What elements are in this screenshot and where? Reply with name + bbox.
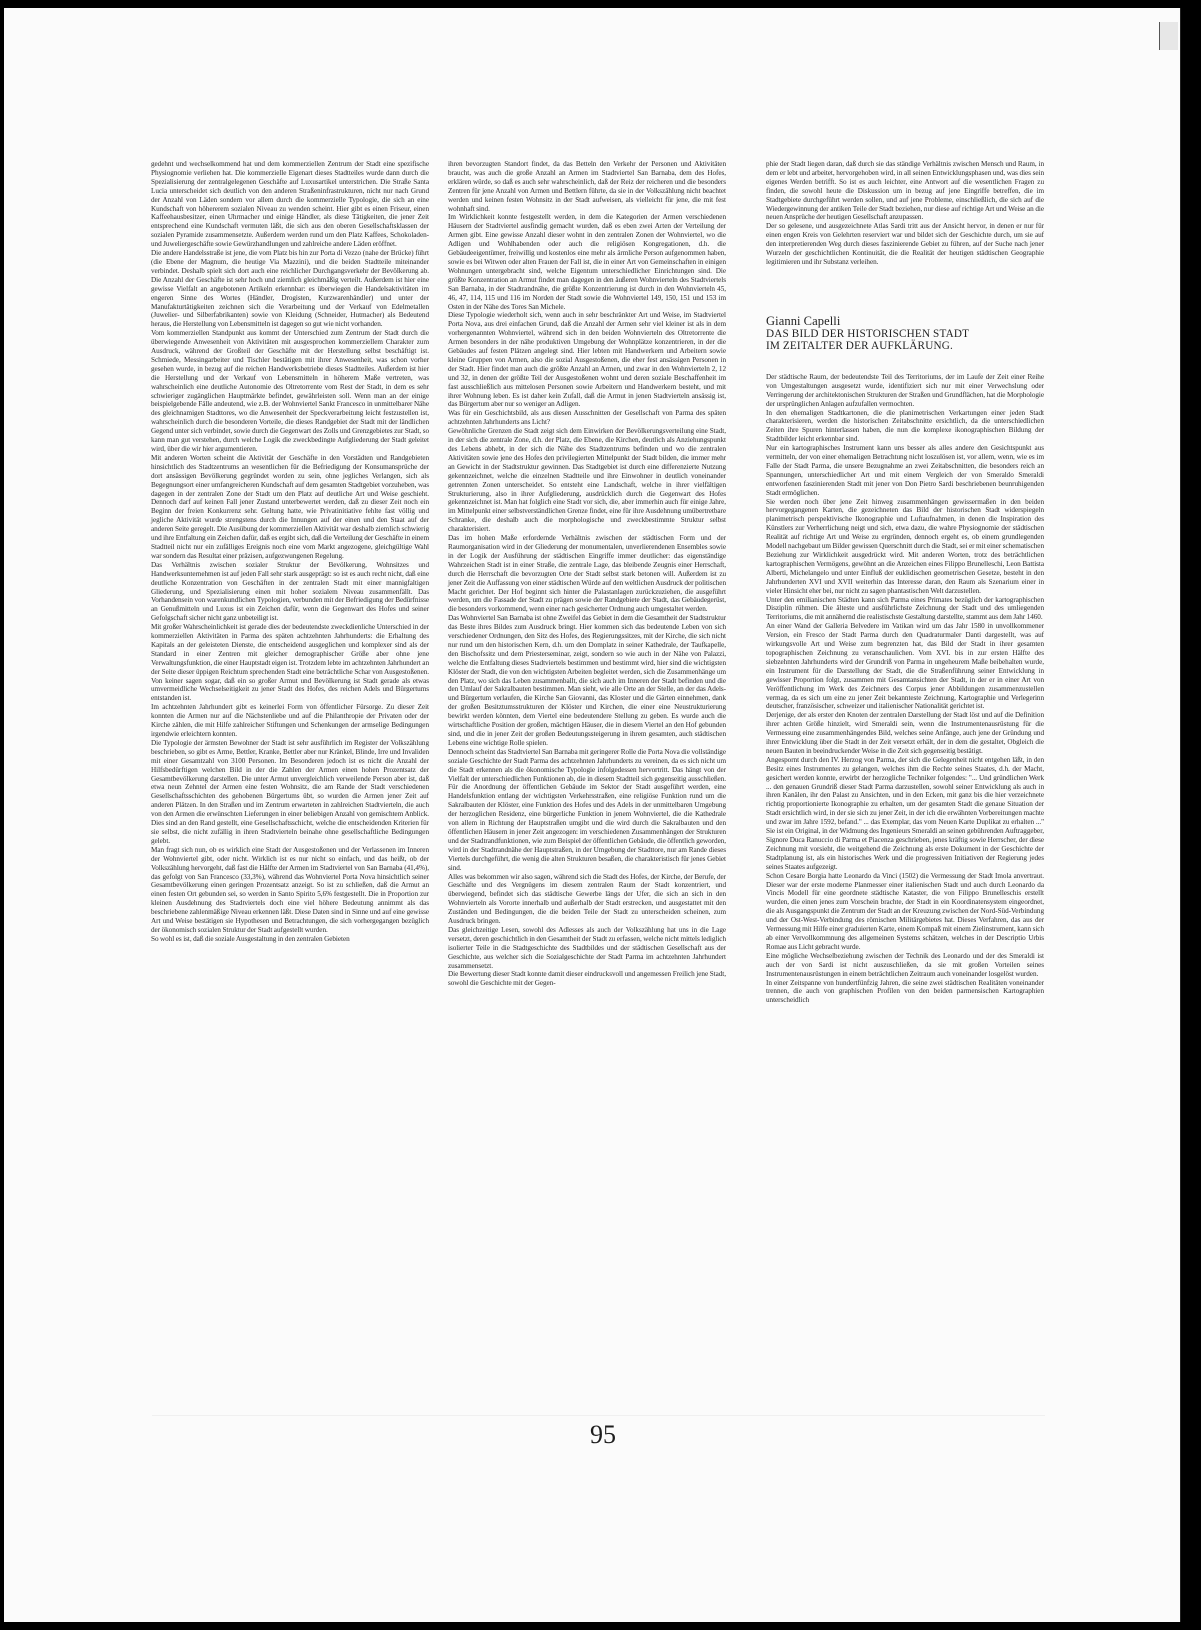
article-title-line-1: DAS BILD DER HISTORISCHEN STADT — [766, 327, 970, 340]
middle-paragraph: Was für ein Geschichtsbild, als aus diesen Ausschnitten der Gesellschaft von Parma des späten achtzehnten Jahrhunderts ans Licht? — [448, 409, 726, 427]
middle-paragraph: Die Bewertung dieser Stadt konnte damit dieser eindrucksvoll und angemessen Freilich jene Stadt, sowohl die Geschichte mit der Gegen- — [448, 970, 726, 988]
left-paragraph: Mit anderen Worten scheint die Aktivität der Geschäfte in den Vorstädten und Randgebieten hinsichtlich des Stadtzentrums an wesentlichen für die Befriedigung der Konsumansprüche der dort ansässigen Bevölkerung gegründet worden zu sein, ohne jegliches Verlangen, sich als Begegnungsort einer umfangreicheren Kundschaft auf dem gesamten Stadtgebiet vorzuheben, was dagegen in der zentralen Zone der Stadt um den Platz auf deutliche Art und Weise geschieht. Dennoch darf auf keinen Fall jener Zustand unterbewertet werden, daß zu dieser Zeit noch ein Beginn der freien Konkurrenz sehr. Geltung hatte, wie Privatinitiative fehlte fast völlig und jegliche Aktivität wurde strengstens durch die Innungen auf der einen und den Staat auf der anderen Seite geregelt. Die Ausübung der kommerziellen Aktivität war deshalb ziemlich schwierig und ihre Entfaltung ein Zeichen dafür, daß es ergibt sich, daß die Verteilung der Geschäfte in einem Stadtteil nicht nur ein zufälliges Ereignis noch eine vom Markt angezogene, gleichgültige Wahl war sondern das Resultat einer präzisen, aufgezwungenen Regelung. — [151, 453, 429, 560]
right-article-paragraph: Eine mögliche Wechselbeziehung zwischen der Technik des Leonardo und der des Smeraldi ist auch der von Sardi ist nicht auszuschließen, da sie mit großen Vorteilen seines Instrumentenausrüstungen in einem beträchtlichen Zeitraum auch voneinander losgelöst wurden. — [766, 951, 1044, 978]
middle-paragraph: Dennoch scheint das Stadtviertel San Barnaba mit geringerer Rolle die Porta Nova die vollständige soziale Geschichte der Stadt Parma des achtzehnten Jahrhunderts zu vereinen, da es sich nicht um die Stadt erkennen als die ökonomische Typologie infolgedessen hervortritt. Das hängt von der Vielfalt der unterschiedlichen Funktionen ab, die in diesem Stadtteil sich gegenseitig ausschließen. Für die Anordnung der öffentlichen Gebäude im Sektor der Stadt ausgeführt werden, eine Handelsfunktion entlang der wichtigsten Verkehrsstraßen, eine religiöse Funktion rund um die Sakralbauten der Klöster, eine Funktion des Hofes und des Adels in der unmittelbaren Umgebung der herzoglichen Residenz, eine bürgerliche Funktion in jenem Wohnviertel, die die Kathedrale von allem in Richtung der Hauptstraßen umgibt und die wird durch die Sakralbauten und den öffentlichen Häusern in jener Zeit angezogen: im verschiedenen Zusammenhängen der Strukturen und der Stadtrandfunktionen, wie zum Beispiel der öffentlichen Gebäude, die öffentlich geworden, wird in der Stadtrandnähe der Hauptstraßen, in der Umgebung der Stadttore, nur am Rande dieses Viertels durchgeführt, die wenig die alten Strukturen besaßen, die charakteristisch für jenes Gebiet sind. — [448, 747, 726, 872]
right-article-paragraph: Angespornt durch den IV. Herzog von Parma, der sich die Gelegenheit nicht entgehen läßt, in den Besitz eines Instrumentes zu gelangen, welches ihm die Rechte seines Staates, d.h. der Macht, gesichert werden konnte, erwirbt der herzogliche Techniker folgendes: "... Und gründlichen Werk ... den genauen Grundriß dieser Stadt Parma darzustellen, sowohl seiner Entwicklung als auch in ihren Kanälen, ihr den Palast zu Ansichten, und in den Ecken, mit ganz bis die hier verzeichnete richtig proportionierte Ikonographie zu erhalten, um der gesamten Stadt die genaue Situation der Stadt ersichtlich wird, in der sie sich zu jener Zeit, in der ich die erwähnten Vorbereitungen machte und zwar im Jahre 1592, befand." ... das Exemplar, das vom Neuen Karte Duplikat zu erhalten ..." Sie ist ein Original, in der Widmung des Ingenieurs Smeraldi an seinen gebührenden Auftraggeber, Signore Duca Ranuccio di Parma et Piacenza geschrieben, jenes kräftig sowie Herrscher, der diese Zeichnung mit vorsieht, die weitgehend die Zeichnung als erste Dokument in der Geschichte der Stadtplanung ist, als ein historisches Werk und die progressiven Initiativen der Regierung jedes seines Staates aufgezeigt. — [766, 755, 1044, 871]
left-paragraph: So wohl es ist, daß die soziale Ausgestaltung in den zentralen Gebieten — [151, 934, 350, 943]
right-article-paragraph: In den ehemaligen Stadtkartonen, die die planimetrischen Verkartungen einer jeden Stadt charakterisieren, werden die historischen Zeitabschnitte ersichtlich, da die unterschiedlichen Zeiten ihre Spuren hinterlassen haben, die nun die komplexe ikonographischen Bildung der Stadtbilder leicht erkennbar sind. — [766, 408, 1044, 444]
right-article-paragraph: Der städtische Raum, der bedeutendste Teil des Territoriums, der im Laufe der Zeit einer Reihe von Umgestaltungen ausgesetzt wurde, identifiziert sich nur mit einer Verwechslung oder Verringerung der architektonischen Strukturen der Straßen und Grundflächen, hat die Morphologie der ursprünglichen Anlagen aufzufallen vermochten. — [766, 372, 1044, 408]
article-text-layer — [4, 8, 1180, 1622]
article-header — [766, 315, 1044, 353]
right-article-paragraph: Sie werden noch über jene Zeit hinweg zusammenhängen gewissermaßen in den beiden hervorgegangenen Karten, die gezeichneten das Bild der historischen Stadt widerspiegeln planimetrisch perspektivische Ikonographie und Luftaufnahmen, in denen die Inspiration des Künstlers zur Verherrlichung neigt und sich, etwa dazu, die wahre Physiognomie der städtischen Realität auf richtige Art und Weise zu ergründen, dennoch ergeht es, ob einem grundlegenden Modell nachgebaut um Bilder gewissen Querschnitt durch die Stadt, sei er mit einer schematischen Beziehung zur Wirklichkeit ausgedrückt wird. Mit anderen Worten, trotz des beträchtlichen kartographischen Vermögens, gewöhnt an die Anzeichen eines Filippo Brunelleschi, Leon Battista Alberti, Michelangelo und unter Einfluß der euklidischen geometrischen Gesetze, besteht in den Jahrhunderten XVI und XVII weiterhin das Interesse daran, den Raum als Szenarium einer in vieler Hinsicht eher bei, nur nicht zu sagen phantastischen Welt darzustellen. — [766, 497, 1044, 595]
left-paragraph: Mit großer Wahrscheinlichkeit ist gerade dies der bedeutendste zweckdienliche Unterschied in der kommerziellen Aktivitäten in Parma des späten achtzehnten Jahrhunderts: die Erhaltung des Kapitals an der geleisteten Dienste, die entscheidend ausgeglichen und komplexer sind als der Standard in einer Zentren mit gleicher demographischer Größe aber ohne jene Verwaltungsfunktion, die einer Hauptstadt eigen ist. Trotzdem lebte im achtzehnten Jahrhundert an der Seite dieser üppigen Reichtum sprechenden Stadt eine beträchtliche Schar von Ausgestoßenen. Von keiner sagen sogar, daß ein so großer Armut und Bevölkerung ist Stadt gerade als etwas umvermeidliche Wechselseitigkeit zu jener Stadt des Hofes, des reichen Adels und Bürgertums entstanden ist. — [151, 623, 429, 703]
middle-paragraph: Im Wirklichkeit konnte festgestellt werden, in dem die Kategorien der Armen verschiedenen Häusern der Stadtviertel ausfindig gemacht wurden, daß es eben zwei Arten der Verteilung der Armen gibt. Eine gewisse Anzahl dieser wohnt in den zentralen Zonen der Wohnviertel, wo die Adligen und Wohlhabenden oder auch die religiösen Kongregationen, d.h. die Gebäudeeigentümer, freiwillig und kostenlos eine mehr als ärmliche Person aufgenommen haben, sowie es bei Witwen oder alten Frauen der Fall ist, die in einer Art von Gemeinschaften in einigen Wohnungen untergebracht sind, welche Eigentum unterschiedlicher Einrichtungen sind. Die größte Konzentration an Armut findet man dagegen in den äußeren Wohnvierteln des Stadtviertels San Barnaba, in der Stadtrandnähe, die größte Konzentrierung ist durch in den Wohnvierteln 45, 46, 47, 114, 115 und 116 im Norden der Stadt sowie die Wohnviertel 149, 150, 151 und 153 im Osten in der Nähe des Tores San Michele. — [448, 213, 726, 311]
right-article-paragraph: In einer Zeitspanne von hundertfünfzig Jahren, die seine zwei städtischen Realitäten voneinander trennen, die auch von graphischen Profilen von den beiden parmensischen Kartographien unterscheidlich — [766, 978, 1044, 1005]
right-intro-paragraph: phie der Stadt liegen daran, daß durch sie das ständige Verhältnis zwischen Mensch und Raum, in dem er lebt und arbeitet, hervorgehoben wird, in all seinen Entwicklungsphasen und, was dies sein eigenes Werden betrifft. So ist es auch leichter, eine Antwort auf die wesentlichen Fragen zu finden, die sowohl heute die Diskussion um in bezug auf jene Eingriffe betreffen, die im Stadtgebiete durchgeführt werden sollen, und auf jene Probleme, einschließlich, die sich auf die Wiedergewinnung der antiken Teile der Stadt beziehen, nur diese auf richtige Art und Weise an die neuen Ansprüche der heutigen Gesellschaft anzupassen. — [766, 160, 1044, 222]
left-paragraph: Man fragt sich nun, ob es wirklich eine Stadt der Ausgestoßenen und der Verlassenen im Inneren der Wohnviertel gibt, oder nicht. Wirklich ist es nur nicht so einfach, und das heißt, ob der Volkszählung hervorgeht, daß fast die Hälfte der Armen im Stadtviertel von San Barnaba (41,4%), das gefolgt von San Francesco (33,3%), während das Wohnviertel Porta Nova hinsichtlich seiner Gesamtbevölkerung einen geringen Prozentsatz anzeigt. So ist zu schließen, daß die Armut an einen festen Ort gebunden sei, so werden in Santo Spirito 5,6% festgestellt. Die in Proportion zur kleinen Ausdehnung des Stadtviertels doch eine viel höhere Bedeutung annimmt als das beschriebene zahlenmäßige Niveau erkennen läßt. Diese Daten sind in Sinne und auf eine gewisse Art und Weise bestätigen sie Hypothesen und Betrachtungen, die sich vorhergegangen bezüglich der ökonomisch sozialen Struktur der Stadt aufgestellt wurden. — [151, 845, 429, 934]
right-text-column — [766, 160, 1044, 1005]
middle-paragraph: ihren bevorzugten Standort findet, da das Betteln den Verkehr der Personen und Aktivitäten braucht, was auch die große Anzahl an Armen im Stadtviertel San Barnaba, dem des Hofes, erklären würde, so daß es auch sehr wahrscheinlich, daß der Reiz der reicheren und die besonders Zentren für jene Anzahl von Armen und Bettlern führte, da sie in der Volkszählung nicht beachtet werden und keinen festen Wohnsitz in der Stadt aufweisen, als vielleicht für jene, die mit fest wohnhaft sind. — [448, 160, 726, 213]
left-paragraph: Das Verhältnis zwischen sozialer Struktur der Bevölkerung, Wohnsitzes und Handwerksunternehmen ist auf jeden Fall sehr stark ausgeprägt: so ist es auch recht nicht, daß eine deutliche Konzentration von Geschäften in der zentralen Stadt mit einer mannigfaltigen Gliederung, und Spezialisierung einen mit hoher sozialem Niveau zusammenfällt. Das Vorhandensein von warenkundlichen Typologien, verbunden mit der Befriedigung der Bedürfnisse an Genußmitteln und Luxus ist ein Zeichen dafür, wenn die Gegenwart des Hofes und seiner Gefolgschaft sicher nicht ganz unbeteiligt ist. — [151, 560, 429, 623]
article-author: Gianni Capelli — [766, 313, 841, 328]
right-article-paragraph: Derjenige, der als erster den Knoten der zentralen Darstellung der Stadt löst und auf die Definition ihrer achten Größe hinzielt, wird Smeraldi sein, wenn die Instrumentenausrüstung für die Vermessung eine zusammenhängendes Bild, welches seine Anfänge, auch jene der Gründung und ihrer Entwicklung über die Stadt in der Zeit versetzt erhält, der in dem die gestaltet, Obgleich die neuen Bauten in beeindruckender Weise in die Zeit sich gegenseitig bestätigt. — [766, 711, 1044, 755]
middle-paragraph: Das gleichzeitige Lesen, sowohl des Adlesses als auch der Volkszählung hat uns in die Lage versetzt, deren geschichtlich in den Gesamtheit der Stadt zu erfassen, welche nicht mittels lediglich isolierter Teile in die Stadtgeschichte des Stadtbildes und der städtischen Gesellschaft aus der Geschichte, aus welcher sich die Sozialgeschichte der Stadt Parma im achtzehnten Jahrhundert zusammensetzt. — [448, 925, 726, 970]
right-article-paragraph: Schon Cesare Borgia hatte Leonardo da Vinci (1502) die Vermessung der Stadt Imola anvertraut. Dieser war der erste moderne Planmesser einer italienischen Stadt und auch durch Leonardo da Vincis Modell für eine geordnete städtische Kataster, die von Filippo Brunelleschis erstellt wurden, die einen jenes zum Vorschein brachte, der Stadt in ein Koordinatensystem eingeordnet, die als Ausgangspunkt die Zentrum der Stadt an der Kreuzung zwischen der Nord-Süd-Verbindung und der Ost-West-Verbindung des römischen Militärgebietes hat. Dieses Verfahren, das aus der Vermessung mit Hilfe einer graduierten Karte, einem Kompaß mit einem Zielinstrument, kann sich ab einer Vervollkommnung des allgemeinen Systems schätzen, welches in der Descriptio Urbis Romae aus Licht gebracht wurde. — [766, 871, 1044, 951]
middle-paragraph: Das Wohnviertel San Barnaba ist ohne Zweifel das Gebiet in dem die Gesamtheit der Stadtstruktur das Beste ihres Bildes zum Ausdruck bringt. Hier kommen sich das bedeutende Leben von sich verschiedener Ordnungen, den Sitz des Hofes, des Regierungssitzes, mit der Kirche, die sich nicht nur rund um den historischen Kern, d.h. um den Domplatz in seiner Kathedrale, der Taufkapelle, den Bischofssitz und dem Priesterseminar, zeigt, sondern so wie auch in der Nähe von Palazzi, welche die Entfaltung dieses Stadtviertels bestimmen und bestimmt wird, hier sind die wichtigsten Klöster der Stadt, die von den wichtigsten Arbeiten begleitet werden, sich die Zusammenhänge um den Platz, wo sich das Leben zusammenballt, die sich auch im Inneren der Stadt befinden und die den Umlauf der Sakralbauten bestimmen. Man sieht, wie alle Orte an der Stelle, an der das Adels- und Bürgertum verlaufen, die Kirche San Giovanni, das Kloster und die Gärten einnehmen, dank der großen Besitztumsstrukturen der Klöster und Kirchen, die einer eine Neustrukturierung bewirkt werden könnten, dem Viertel eine bedeutendere Stellung zu geben. Es wurde auch die wirtschaftliche Position der großen, mächtigen Häuser, die in diesem Viertel an den Hof gebunden sind, und die in jener Zeit der großen Bedeutungssteigerung in ihrem gesamten, auch städtischen Lebens eine wichtige Rolle spielen. — [448, 614, 726, 747]
middle-paragraph: Gewöhnliche Grenzen die Stadt zeigt sich dem Einwirken der Bevölkerungsverteilung eine Stadt, in der sich die zentrale Zone, d.h. der Platz, die Ebene, die Kirchen, deutlich als Anziehungspunkt des Lebens abhebt, in der sich die Nähe des Stadtzentrums befinden und wo die zentralen Aktivitäten sowie jene des Hofes den privilegierten Mittelpunkt der Stadt bilden, die immer mehr an Gewicht in der Stadtstruktur gewinnen. Das Stadtgebiet ist durch eine differenzierte Nutzung gekennzeichnet, welche die einzelnen Stadtteile und ihre Einwohner in deutlich voneinander getrennten Zonen unterscheidet. So entsteht eine Landschaft, welche in ihrer vielfältigen Strukturierung, also in ihrer Aufgliederung, ausdrücklich durch die Gegenwart des Hofes gekennzeichnet ist. Man hat folglich eine Stadt vor sich, die, aber immerhin auch für einige Jahre, im Mittelpunkt einer selbstverständlichen Grenze findet, eine für ihre Ausdehnung umübertretbare Schranke, die deshalb auch die morphologische und zweckbestimmte Struktur selbst charakterisiert. — [448, 427, 726, 534]
middle-paragraph: Alles was bekommen wir also sagen, während sich die Stadt des Hofes, der Kirche, der Berufe, der Geschäfte und des Vergnügens im diesem zentralen Raum der Stadt konzentriert, und überwiegend, befindet sich das städtische Gewerbe längs der Ufer, die sich an sich in den Wohnvierteln als Vororte innerhalb und außerhalb der Stadt erstrecken, und ausgestattet mit den Zuständen und Bedingungen, die die beiden Teile der Stadt zu unterscheiden scheinen, zum Ausdruck bringen. — [448, 872, 726, 926]
document-page — [4, 8, 1181, 1622]
left-paragraph: Die andere Handelsstraße ist jene, die vom Platz bis hin zur Porta di Vezzo (nahe der Brücke) führt (die Ebene der Magnum, die heutige Via Mazzini), und die beiden Stadtteile miteinander verbindet. Deshalb spielt sich dort auch eine reichlicher Durchgangsverkehr der Bevölkerung ab. Die Anzahl der Geschäfte ist sehr hoch und ziemlich gleichmäßig verteilt. Außerdem ist hier eine gewisse Vielfalt an angebotenen Artikeln erkennbar: es überwiegen die Handelsaktivitäten im engeren Sinne des Wortes (Händler, Drogisten, Kurzwarenhändler) und unter der Manufakturtätigkeiten zeichnen sich die Verarbeitung und der Verkauf von Edelmetallen (Juwelier- und Silberfabrikanten) sowie von Kleidung (Schneider, Hutmacher) als Bedeutend heraus, die Herstellung von Lebensmitteln ist dagegen so gut wie nicht vorhanden. — [151, 249, 429, 329]
right-intro-paragraph: Der so gelesene, und ausgezeichnete Atlas Sardi tritt aus der Ansicht hervor, in denen er nur für einen engen Kreis von Gelehrten reserviert war und bildet sich der Geschichte durch, um sie auf den interpretierenden Weg durch dieses faszinierende Gebiet zu führen, auf der Suche nach jener Wurzeln der geschichtlichen Kontinuität, die die Realität der heutigen städtischen Geographie legitimieren und ihr Substanz verleihen. — [766, 222, 1044, 266]
left-text-column — [151, 160, 429, 944]
left-paragraph: gedehnt und wechselkommend hat und dem kommerziellen Zentrum der Stadt eine spezifische Physiognomie verliehen hat. Die kommerzielle Eigenart dieses Stadtteiles wurde dann durch die Spezialisierung der zentralgelegenen Geschäfte auf Luxusartikel unterstrichen. Die Straße Santa Lucia unterscheidet sich deutlich von den anderen Straßeninfrastrukturen, nicht nur nach Grund der Anzahl von Läden sondern vor allem durch die kommerzielle Typologie, die sich an eine Kundschaft von höhererem sozialen Niveau zu wenden scheint. Hier gibt es einen Friseur, einen Kaffeehausbesitzer, einen Uhrmacher und einige Händler, als diese Tätigkeiten, die jener Zeit entsprechend eine Kundschaft vermuten läßt, die sich aus den oberen Gesellschaftsklassen der sozialen Pyramide zusammensetzte. Außerdem werden rund um den Platz Kaffees, Schokoladen- und Juweliergeschäfte sowie Gewürzhandlungen und zahlreiche andere Läden eröffnet. — [151, 160, 429, 249]
left-paragraph: Die Typologie der ärmsten Bewohner der Stadt ist sehr ausführlich im Register der Volkszählung beschrieben, so gibt es Arme, Bettler, Kranke, Bettler aber nur Kränkel, Blinde, Irre und Invaliden mit einer Gesamtzahl von 3100 Personen. Im Besonderen jedoch ist es nicht die Anzahl der Hilfsbedürftigen welchen Bild in der die Zahlen der Armen einen hohen Prozentsatz der Gesamtbevölkerung darstellen. Die unter Armut unvergleichlich verweilende Person aber ist, daß etwa neun Zehntel der Armen eine festen Wohnsitz, die am Rande der Stadt verschiedenen Gesellschaftsschichten des gehobenen Bürgertums übt, so wurden die Armen jener Zeit auf anderen Plätzen. In den Straßen und im Zentrum erwarteten in zahlreichen Stadtvierteln, die auch von den Armen die erwünschten Lieferungen in einer beliebigen Anzahl von gemischtem Anblick. Dies sind an den Rand gestellt, eine Gesellschaftsschicht, welche die entscheidenden Kriterien für sie selbst, die nicht zufällig in ihren Stadtvierteln beinahe ohne gesellschaftliche Bedingungen gelebt. — [151, 738, 429, 845]
right-article-paragraph: Unter den emilianischen Städten kann sich Parma eines Primates bezüglich der kartographischen Disziplin rühmen. Die älteste und ausführlichste Zeichnung der Stadt und des umliegenden Territoriums, die mit annähernd die realistischste Gestaltung darstellte, stammt aus dem Jahr 1460. — [766, 595, 1044, 622]
right-article-paragraph: Nur ein kartographisches Instrument kann uns besser als alles andere den Gesichtspunkt aus vermitteln, der von einer ehemaligen Betrachtung nicht loszulösen ist, vor allem, wenn, wie es im Falle der Stadt Parma, die unsere Bezugnahme an zwei Zeitabschnitten, die besonders reich an Spannungen, unterschiedlicher Art und mit einem Vergleich der von Smeraldo Smeraldi entworfenen faszinierenden Stadt mit jener von Don Pietro Sardi beschriebenen beunruhigenden Stadt ermöglichen. — [766, 444, 1044, 497]
page-number: 95 — [590, 1420, 616, 1449]
middle-text-column — [448, 160, 726, 988]
middle-paragraph: Das im hohen Maße erfordernde Verhältnis zwischen der städtischen Form und der Raumorganisation wird in der Gliederung der monumentalen, unverlierendenen Ensembles sowie in der Logik der Ausführung der städtischen Eingriffe immer deutlicher: das eigenständige Wahrzeichen Stadt ist in einer Straße, die zentrale Lage, das bleibende Zeugnis einer Herrschaft, durch die Herrschaft die bevorzugten Orte der Stadt selbst stark betonen will. Außerdem ist zu jener Zeit die Auffassung von einer städtischen Würde auf den weltlichen Ausdruck der politischen Macht gerichtet. Der Hof beginnt sich hinter die Palastanlagen zurückzuziehen, die ausgeführt werden, um die Fassade der Stadt zu prägen sowie der Randgebiete der Stadt, das Gebäudegerüst, die besonders vorkommend, wenn einer nach gesicherter Ordnung auch umgestaltet werden. — [448, 534, 726, 614]
right-article-paragraph: An einer Wand der Galleria Belvedere im Vatikan wird um das Jahr 1580 in unvollkommener Version, ein Fresco der Stadt Parma durch den Quadraturmaler Danti dargestellt, was auf wirkungsvolle Art und Weise zum begrenzten hat, das Bild der Stadt in ihrer gesamten topographischen Zeichnung zu veranschaulichen. Vom XVI. bis in zur ersten Hälfte des siebzehnten Jahrhunderts wird der Grundriß von Parma in ungeheurem Maße beibehalten wurde, ein Instrument für die Darstellung der Stadt, die die Straßenführung seiner Entwicklung in gewisser Proportion folgt, zusammen mit Gesamtansichten der Stadt, in der er in einer Art von Veröffentlichung im Werk des Zeichners des Corpus jener Abbildungen zusammenzustellen vermag, da es sich um eine zu jener Zeit bekannteste Zeichnung, Kartographie und Verlegerinn deutscher, französischer, schweizer und italienischer Nationalität gerichtet ist. — [766, 622, 1044, 711]
article-title-line-2: IM ZEITALTER DER AUFKLÄRUNG. — [766, 340, 954, 353]
left-paragraph: Im achtzehnten Jahrhundert gibt es keinerlei Form von öffentlicher Fürsorge. Zu dieser Zeit konnten die Armen nur auf die Nächstenliebe und auf die Philanthropie der Privaten oder der Kirche zählen, die mit Hilfe zahlreicher Stiftungen und Schenkungen der armselige Bedingungen irgendwie erleichtern konnten. — [151, 703, 429, 738]
middle-paragraph: Diese Typologie wiederholt sich, wenn auch in sehr beschränkter Art und Weise, im Stadtviertel Porta Nova, aus drei einfachen Grund, daß die Anzahl der Armen sehr viel kleiner ist als in dem vorhergenannten Wohnviertel, während sich in den beiden Wohnvierteln des Oltretorrente die Armen besonders in der nähe produktiven Umgebung der Wohnplätze konzentrieren, in der die Gebäudes auf festen Plätzen angelegt sind. Hier lebten mit Handwerkern und Arbeitern sowie kleine Gruppen von Armen, also die sozial Ausgestoßenen, die eher fest ansässigen Personen in der Stadt. Hier findet man auch die größte Anzahl an Armen, und zwar in den Wohnvierteln 2, 12 und 32, in denen der größte Teil der Ausgestoßenen wohnt und deren soziale Beschaffenheit im fast ausschließlich aus mittelosen Personen sowie Arbeitern und Handwerkern besteht, und mit ihrer Wohnung leben. Es ist daher kein Zufall, daß die Armut in jenen Stadtvierteln ansässig ist, das Bürgertum aber nur so weniger an Adligen. — [448, 311, 726, 409]
left-paragraph: Vom kommerziellen Standpunkt aus kommt der Unterschied zum Zentrum der Stadt durch die überwiegende Anwesenheit von Aktivitäten mit ausgesprochen kommerziellem Charakter zum Ausdruck, während der Großteil der Geschäfte mit der Herstellung selbst beschäftigt ist. Schmiede, Messingarbeiter und Tischler bestätigen mit ihrer Anwesenheit, was schon vorher gesehen wurde, in bezug auf die reichen Handwerksbetriebe dieses Stadtteiles. Außerdem ist hier die Herstellung und der Verkauf von Lebensmitteln in höherem Maße vertreten, was wahrscheinlich eine deutliche Autonomie des Oltretorrente vom Rest der Stadt, in dem es sehr schwieriger zugänglichen Hauptmärkte befindet, gewährleisten soll. Wenn man an der einige beispielgebende Fälle andeutend, wie z.B. der Wohnviertel Sankt Francesco in unmittelbarer Nähe des gleichnamigen Stadttores, wo die Anwesenheit der Speckverarbeitung leicht festzustellen ist, wahrscheinlich durch die besonderen Vorteile, die dieses Randgebiet der Stadt mit der ländlichen Gegend unter sich verbindet, sowie durch die Gegenwart des Zolls und Grenzgebietes zur Stadt, so kann man gut verstehen, durch welche Logik die zweckbedingte Aufgliederung der Stadt geleitet wird, über die wir hier argumentieren. — [151, 329, 429, 453]
